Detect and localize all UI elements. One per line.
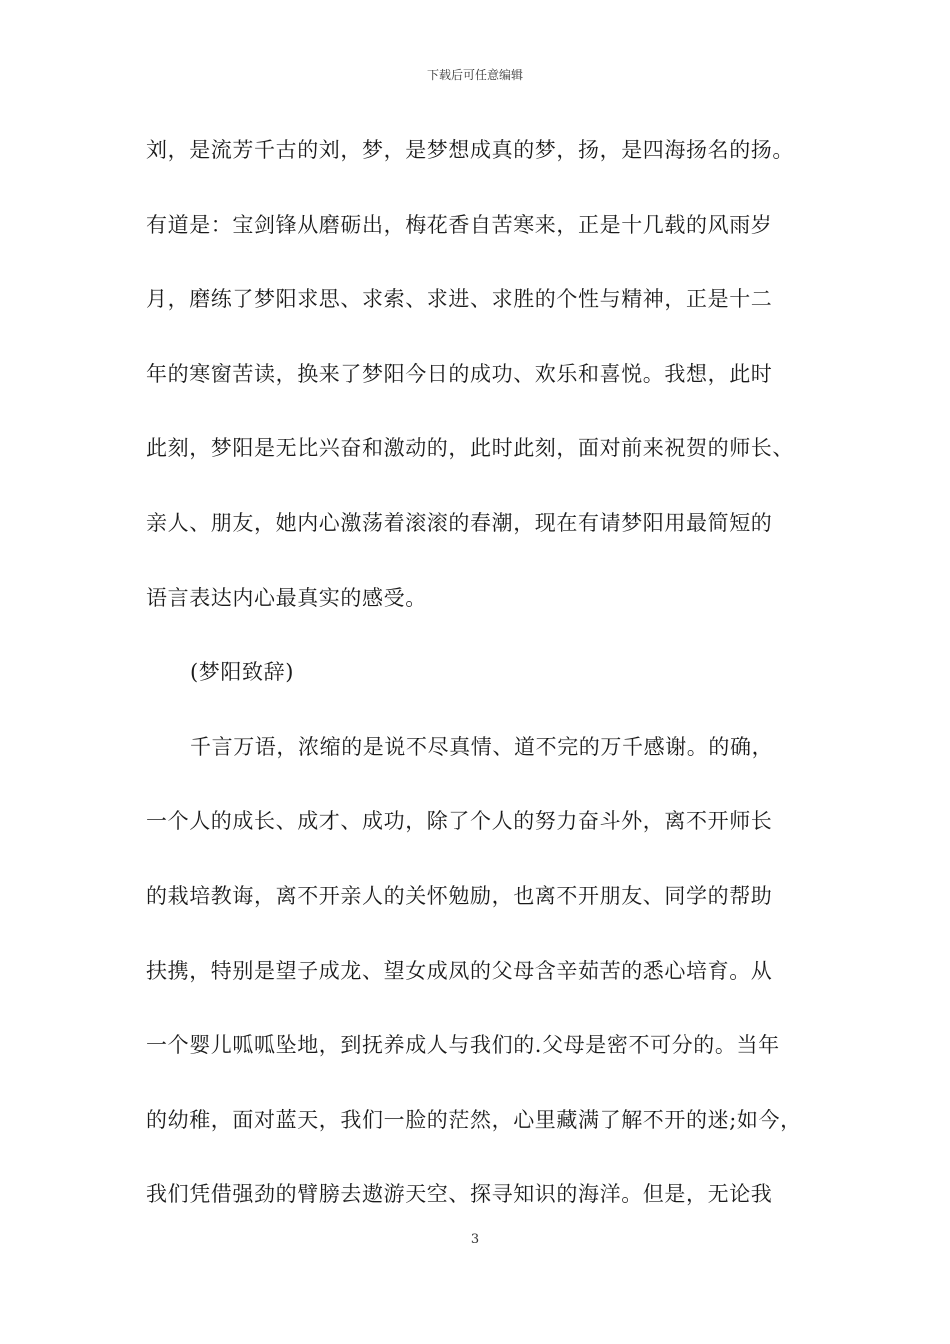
text-line: 扶携，特别是望子成龙、望女成凤的父母含辛茹苦的悉心培育。从 — [146, 958, 773, 983]
text-line: 语言表达内心最真实的感受。 — [146, 585, 427, 610]
text-line: 一个婴儿呱呱坠地，到抚养成人与我们的.父母是密不可分的。当年 — [146, 1033, 780, 1058]
text-line: 年的寒窗苦读，换来了梦阳今日的成功、欢乐和喜悦。我想，此时 — [146, 361, 773, 386]
paragraph-start: 千言万语，浓缩的是说不尽真情、道不完的万千感谢。的确， — [190, 734, 774, 759]
text-line: 亲人、朋友，她内心激荡着滚滚的春潮，现在有请梦阳用最简短的 — [146, 510, 773, 535]
text-line: 月，磨练了梦阳求思、求索、求进、求胜的个性与精神，正是十二 — [146, 287, 773, 312]
page-number: 3 — [470, 1232, 480, 1247]
text-line: 的幼稚，面对蓝天，我们一脸的茫然，心里藏满了解不开的迷;如今， — [146, 1107, 802, 1132]
text-line: 此刻，梦阳是无比兴奋和激动的，此时此刻，面对前来祝贺的师长、 — [146, 436, 794, 461]
text-line: 的栽培教诲，离不开亲人的关怀勉励，也离不开朋友、同学的帮助 — [146, 883, 773, 908]
text-line: 我们凭借强劲的臂膀去遨游天空、探寻知识的海洋。但是，无论我 — [146, 1182, 773, 1207]
text-line: 刘，是流芳千古的刘，梦，是梦想成真的梦，扬，是四海扬名的扬。 — [146, 138, 794, 162]
speech-cue: (梦阳致辞) — [190, 660, 294, 685]
text-line: 有道是：宝剑锋从磨砺出，梅花香自苦寒来，正是十几载的风雨岁 — [146, 212, 773, 237]
document-body — [146, 130, 836, 1249]
page-header: 下载后可任意编辑 — [426, 68, 523, 82]
text-line: 一个人的成长、成才、成功，除了个人的努力奋斗外，离不开师长 — [146, 809, 773, 834]
